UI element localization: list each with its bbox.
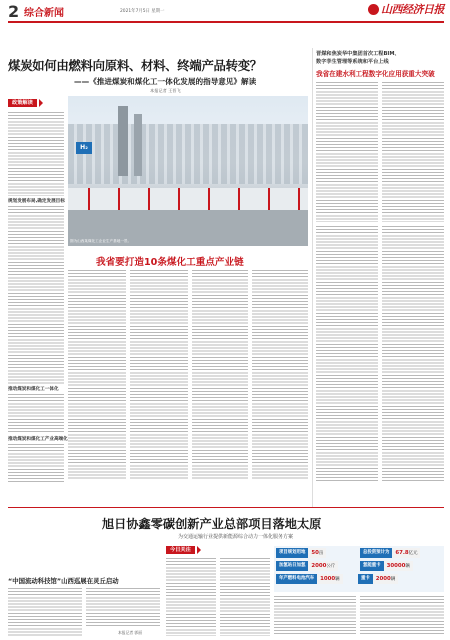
stat-land: 项目规划用地 50亩 bbox=[276, 548, 326, 558]
bottom-left-title: “中国流动科技馆”山西巡展在灵丘启动 bbox=[8, 577, 119, 585]
page-number: 2 bbox=[8, 2, 20, 21]
h2-sign: H₂ bbox=[76, 142, 92, 154]
stat-hydrogen-daily: 加氢站日加氢 2000公斤 bbox=[276, 561, 338, 571]
hydrogen-body-2 bbox=[220, 558, 270, 636]
masthead bbox=[8, 2, 444, 20]
stat-hydrogen-trucks: 氢能重卡 30000辆 bbox=[360, 561, 413, 571]
hydrogen-title: 旭日协鑫零碳创新产业总部项目落地太原 bbox=[102, 517, 322, 531]
hydrogen-stats-box bbox=[274, 546, 444, 592]
bottom-left-body-2 bbox=[86, 588, 160, 628]
hydrogen-body-4 bbox=[360, 596, 444, 636]
logo-icon bbox=[368, 4, 379, 15]
policy-subhead-1: 规划发展布局,确定发展目标 bbox=[8, 199, 65, 204]
policy-section-label: 政策解读 bbox=[8, 99, 37, 107]
hydrogen-body-1 bbox=[166, 558, 216, 636]
bottom-left-byline: 本报记者 郭丽 bbox=[118, 630, 142, 635]
right-column-rule bbox=[312, 48, 313, 508]
mid-body-col2 bbox=[130, 270, 188, 480]
policy-body-3 bbox=[8, 394, 64, 434]
right-body-4 bbox=[382, 226, 444, 482]
hydrogen-subtitle: 为交通运输行业提供新能源综合动力一体化服务方案 bbox=[178, 534, 294, 540]
masthead-rule bbox=[8, 21, 444, 23]
right-body-2 bbox=[382, 82, 444, 222]
hydrogen-body-3 bbox=[274, 596, 356, 636]
section-divider bbox=[8, 507, 444, 508]
lead-title: 煤炭如何由燃料向原料、材料、终端产品转变？ bbox=[8, 58, 262, 73]
stat-heavy-trucks: 重卡 2000辆 bbox=[358, 574, 398, 584]
bottom-left-body-1 bbox=[8, 588, 82, 636]
right-body-1 bbox=[316, 82, 378, 222]
lead-byline: 本报记者 王晋飞 bbox=[150, 88, 181, 93]
right-top-title-line2: 数字孪生管理等系统和平台上线 bbox=[316, 59, 389, 65]
right-body-3 bbox=[316, 226, 378, 482]
section-name: 综合新闻 bbox=[24, 8, 64, 19]
policy-body-2 bbox=[8, 206, 64, 384]
mid-body-col4 bbox=[252, 270, 308, 480]
paper-logo bbox=[368, 2, 444, 16]
stat-fuel-cell-cars: 年产燃料电池汽车 1000辆 bbox=[276, 574, 343, 584]
policy-subhead-3: 推动煤炭和煤化工产业高端化 bbox=[8, 437, 68, 442]
industry-photo bbox=[68, 96, 308, 246]
policy-body-4 bbox=[8, 444, 64, 484]
photo-sign: 我省要打造10条煤化工重点产业链 bbox=[96, 257, 244, 268]
right-top-title-main: 我省在建水利工程数字化应用获重大突破 bbox=[316, 70, 435, 78]
mid-body-col1 bbox=[68, 270, 126, 480]
today-section-label: 今日关注 bbox=[166, 546, 195, 554]
mid-body-col3 bbox=[192, 270, 248, 480]
today-section-head bbox=[166, 546, 201, 554]
paper-name: 山西经济日报 bbox=[381, 3, 444, 16]
policy-section-head bbox=[8, 99, 43, 107]
lead-subtitle: ——《推进煤炭和煤化工一体化发展的指导意见》解读 bbox=[74, 77, 257, 86]
photo-caption: 图为山西某煤化工企业生产基地一景。 bbox=[70, 239, 132, 243]
right-top-title-line1: 晋煤和焦炭华中集团首次工程BIM、 bbox=[316, 51, 400, 57]
date-line: 2021年7月5日 星期一 bbox=[120, 9, 165, 14]
stat-investment: 总投资预计为 67.8亿元 bbox=[360, 548, 420, 558]
policy-body-1 bbox=[8, 112, 64, 196]
policy-subhead-2: 推动煤炭和煤化工一体化 bbox=[8, 387, 59, 392]
